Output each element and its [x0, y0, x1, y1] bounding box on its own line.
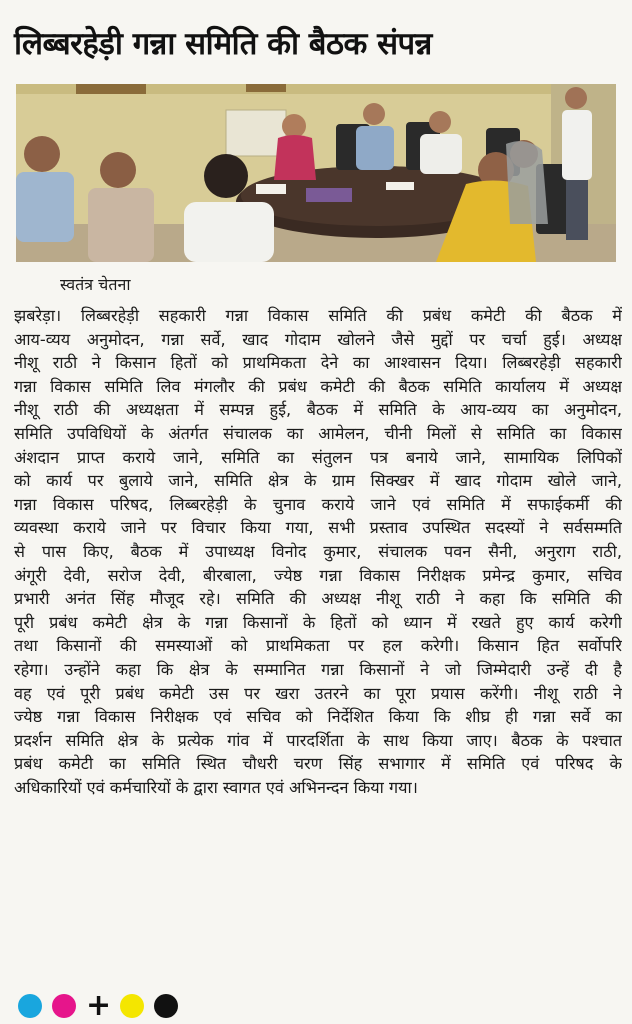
cyan-dot: [18, 994, 42, 1018]
article-line: प्रबंध कमेटी का समिति स्थित चौधरी चरण सिंह सभागार में समिति एवं परिषद के: [14, 754, 622, 774]
byline: स्वतंत्र चेतना: [60, 275, 131, 294]
article-line: झबरेड़ा। लिब्बरहेड़ी सहकारी गन्ना विकास समिति की प्रबंध कमेटी की बैठक में: [14, 306, 622, 325]
article-line: प्रदर्शन समिति क्षेत्र के प्रत्येक गांव में पारदर्शिता के साथ किया जाए। बैठक के पश्चात: [14, 730, 622, 750]
registration-plus-icon: +: [86, 988, 112, 1023]
article-line: नीशू राठी ने किसान हितों को प्राथमिकता देने का आश्वासन दिया। लिब्बरहेड़ी सहकारी: [14, 353, 622, 373]
meeting-photo-illustration: [16, 84, 616, 262]
article-line: प्रभारी अनंत सिंह मौजूद रहे। समिति की अध्यक्ष नीशू राठी ने कहा कि समिति की: [14, 589, 622, 609]
article-line: व्यवस्था कराये जाने पर विचार किया गया, सभी प्रस्ताव उपस्थित सदस्यों ने सर्वसम्मति: [14, 518, 622, 538]
article-line: गन्ना विकास परिषद, लिब्बरहेड़ी के चुनाव कराये जाने एवं समिति में सफाईकर्मी की: [14, 494, 622, 514]
article-line: अंशदान प्राप्त कराये जाने, समिति का संतुलन पत्र बनाये जाने, सामायिक लिपिकों: [14, 447, 622, 467]
article-line: अंगूरी देवी, सरोज देवी, बीरबाला, ज्येष्ठ गन्ना विकास निरीक्षक प्रमेन्द्र कुमार, सचिव: [14, 565, 622, 585]
article-line: वह एवं पूरी प्रबंध कमेटी उस पर खरा उतरने का पूरा प्रयास करेंगी। नीशू राठी ने: [14, 683, 622, 703]
article-line: समिति उपविधियों के अंतर्गत संचालक का आमेलन, चीनी मिलों से समिति का विकास: [14, 423, 622, 443]
black-dot: [154, 994, 178, 1018]
headline: लिब्बरहेड़ी गन्ना समिति की बैठक संपन्न: [14, 26, 432, 62]
article-line: ज्येष्ठ गन्ना विकास निरीक्षक एवं सचिव को निर्देशित किया कि शीघ्र ही गन्ना सर्वे का: [14, 707, 622, 727]
article-line: गन्ना विकास समिति लिव मंगलौर की प्रबंध कमेटी की बैठक समिति कार्यालय में अध्यक्ष: [14, 376, 622, 396]
article-line: रहेगा। उन्होंने कहा कि क्षेत्र के सम्मानित गन्ना किसानों ने जो जिम्मेदारी उन्हें दी है: [14, 659, 622, 679]
yellow-dot: [120, 994, 144, 1018]
print-registration-marks: [18, 988, 178, 1023]
article-line: आय-व्यय अनुमोदन, गन्ना सर्वे, खाद गोदाम खोलने जैसे मुद्दों पर चर्चा हुई। अध्यक्ष: [14, 329, 622, 349]
article-line: को कार्य पर बुलाये जाने, समिति क्षेत्र के ग्राम सिक्खर में खाद गोदाम खोले जाने,: [14, 471, 622, 491]
article-line: पूरी प्रबंध कमेटी क्षेत्र के गन्ना किसानों के हितों को ध्यान में रखते हुए कार्य करेगी: [14, 612, 622, 632]
magenta-dot: [52, 994, 76, 1018]
article-line: नीशू राठी की अध्यक्षता में सम्पन्न हुई, बैठक में समिति के आय-व्यय का अनुमोदन,: [14, 400, 622, 420]
article-line: अधिकारियों एवं कर्मचारियों के द्वारा स्वागत एवं अभिनन्दन किया गया।: [14, 777, 418, 797]
meeting-photo: [16, 84, 616, 262]
article-line: तथा किसानों की समस्याओं को प्राथमिकता पर हल करेगी। किसान हित सर्वोपरि: [14, 636, 622, 656]
article-body: [14, 304, 622, 799]
article-line: से पास किए, बैठक में उपाध्यक्ष विनोद कुमार, संचालक पवन सैनी, अनुराग राठी,: [14, 541, 622, 561]
